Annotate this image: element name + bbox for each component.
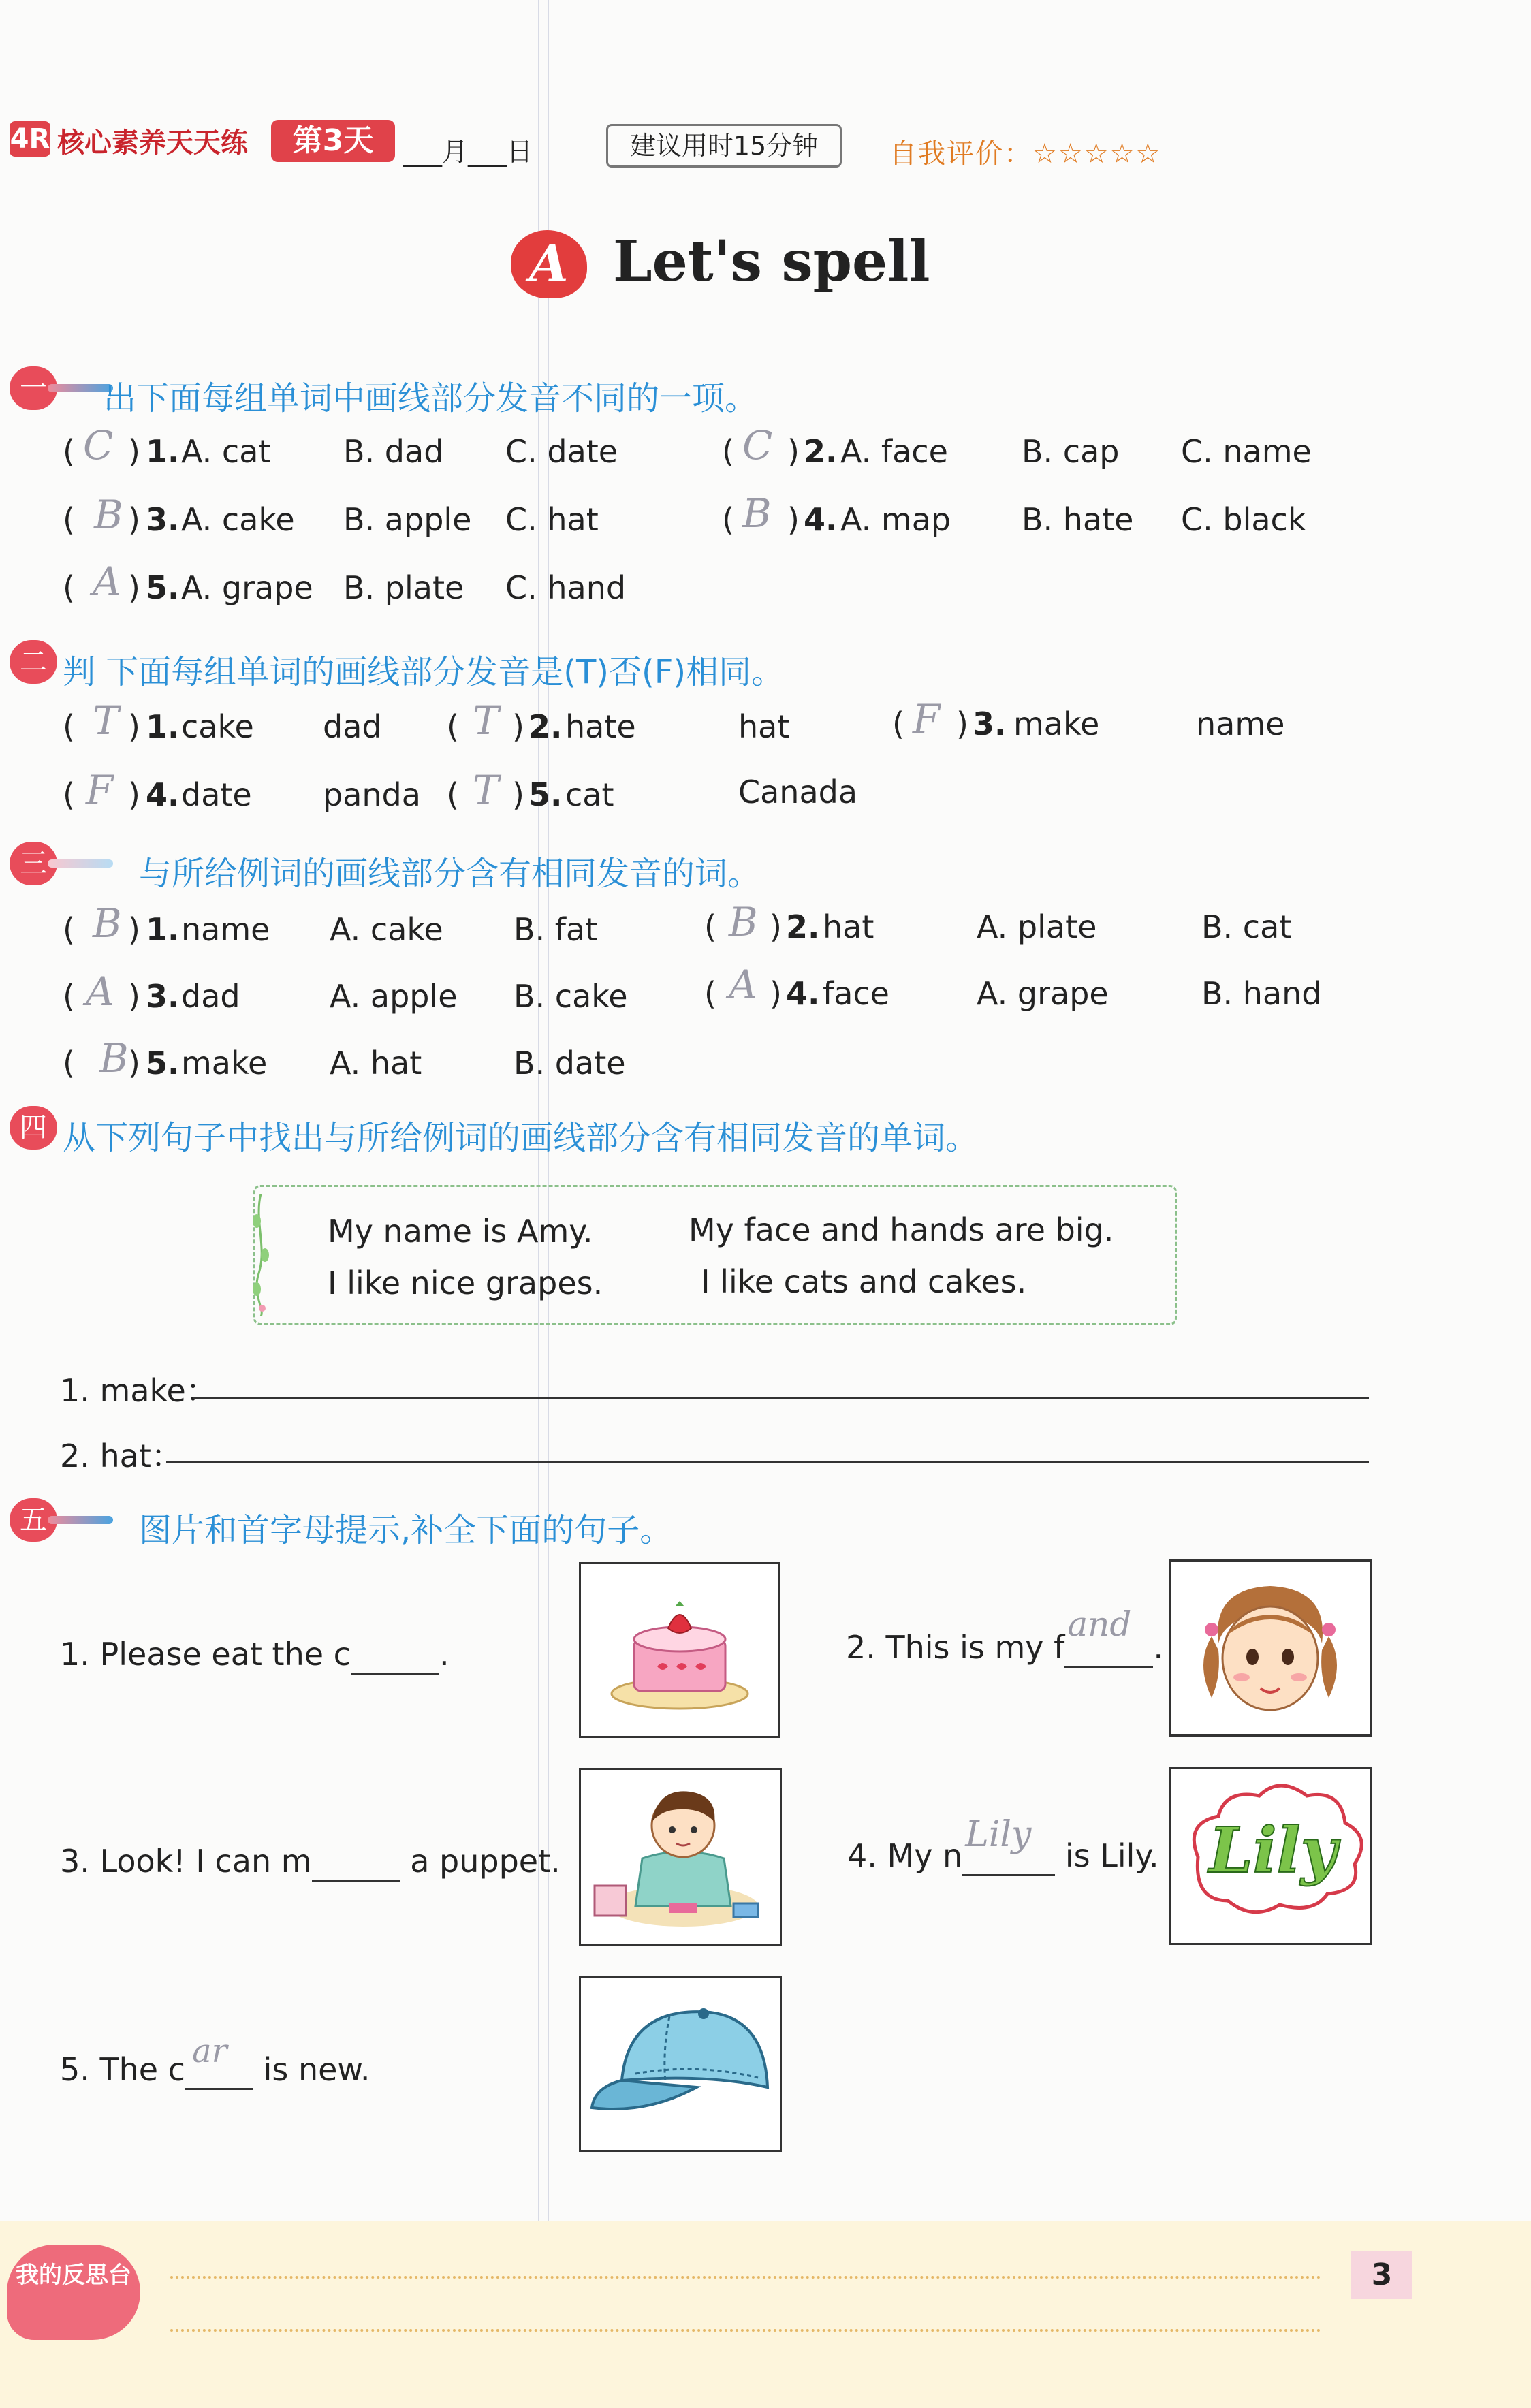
handwritten-answer: F — [913, 696, 941, 742]
section-number: 二 — [10, 640, 57, 684]
handwritten-answer: Lily — [965, 1814, 1032, 1855]
section-bar — [48, 1516, 113, 1524]
handwritten-answer: T — [473, 697, 499, 744]
handwritten-answer: ar — [191, 2032, 227, 2070]
girl-face-icon — [1171, 1562, 1370, 1734]
blank[interactable] — [1064, 1604, 1153, 1668]
cap-picture — [579, 1976, 782, 2152]
logo-text: 核心素养天天练 — [57, 127, 248, 159]
question-hat-label: 2. hat： — [60, 1438, 183, 1474]
date-field: ___月___日 — [403, 137, 533, 167]
vine-decoration-icon — [251, 1194, 272, 1316]
title-badge: A — [511, 230, 587, 298]
cake-picture — [579, 1562, 780, 1738]
boy-crafting-icon — [581, 1770, 780, 1944]
blank[interactable] — [962, 1814, 1055, 1876]
girl-face-picture — [1169, 1559, 1372, 1737]
blank[interactable] — [312, 1843, 400, 1882]
section-instruction: 从下列句子中找出与所给例词的画线部分含有相同发音的单词。 — [63, 1119, 979, 1157]
sentence: My face and hands are big. — [689, 1211, 1114, 1248]
handwritten-answer: and — [1067, 1604, 1132, 1644]
sentence: I like cats and cakes. — [701, 1263, 1027, 1300]
sec5-q2: 2. This is my f and . — [846, 1629, 1163, 1668]
section-bar — [48, 859, 113, 868]
handwritten-answer: A — [86, 968, 114, 1015]
self-evaluation-stars: 自我评价：☆☆☆☆☆ — [889, 138, 1162, 170]
section-instruction: 图片和首字母提示,补全下面的句子。 — [139, 1511, 673, 1549]
cap-icon — [581, 1978, 780, 2150]
question-make-label: 1. make： — [60, 1372, 217, 1409]
handwritten-answer: A — [93, 558, 121, 605]
reflection-line[interactable] — [170, 2276, 1321, 2279]
sentence: My name is Amy. — [328, 1213, 593, 1250]
handwritten-answer: B — [94, 492, 123, 538]
handwritten-answer: T — [93, 697, 119, 744]
answer-line-hat[interactable] — [166, 1461, 1369, 1463]
page-title: Let's spell — [613, 229, 930, 294]
logo-badge: 4R — [10, 121, 50, 157]
reflection-line[interactable] — [170, 2329, 1321, 2332]
page-number: 3 — [1351, 2251, 1412, 2299]
section-number: 四 — [10, 1106, 57, 1150]
sec5-q1: 1. Please eat the c . — [60, 1636, 449, 1675]
day-badge: 第3天 — [271, 120, 395, 162]
handwritten-answer: B — [99, 1035, 129, 1081]
reflection-badge: 我的反思台 — [7, 2245, 140, 2340]
section-number: 一 — [10, 366, 57, 410]
handwritten-answer: A — [729, 962, 757, 1008]
handwritten-answer: C — [742, 422, 773, 469]
handwritten-answer: B — [93, 900, 122, 947]
handwritten-answer: T — [473, 767, 499, 813]
answer-line-make[interactable] — [193, 1397, 1369, 1399]
lily-label: Lily — [1209, 1813, 1338, 1887]
suggested-time: 建议用时15分钟 — [606, 124, 842, 168]
section-instruction: 出下面每组单词中画线部分发音不同的一项。 — [104, 379, 758, 417]
sec5-q4: 4. My n Lily is Lily. — [847, 1837, 1159, 1876]
blank[interactable] — [185, 2032, 253, 2090]
footer-reflection — [0, 2221, 1531, 2408]
section-number: 三 — [10, 842, 57, 885]
handwritten-answer: B — [729, 899, 758, 945]
section-instruction: 判 下面每组单词的画线部分发音是(T)否(F)相同。 — [63, 653, 785, 691]
handwritten-answer: B — [742, 490, 772, 537]
handwritten-answer: C — [83, 422, 114, 469]
name-tag-picture — [1169, 1767, 1372, 1945]
sentence: I like nice grapes. — [328, 1265, 603, 1301]
handwritten-answer: F — [86, 767, 114, 813]
sec5-q3: 3. Look! I can m a puppet. — [60, 1843, 561, 1882]
sec5-q5: 5. The c ar is new. — [60, 2051, 370, 2090]
blank[interactable] — [351, 1636, 439, 1675]
cake-icon — [581, 1564, 778, 1736]
sentence-box — [253, 1185, 1177, 1325]
section-instruction: 与所给例词的画线部分含有相同发音的词。 — [139, 855, 761, 893]
section-number: 五 — [10, 1498, 57, 1542]
boy-making-puppet-picture — [579, 1768, 782, 1946]
worksheet-page: 4R 核心素养天天练 第3天 ___月___日 建议用时15分钟 自我评价：☆☆☆☆☆ A Let's spell 一 出下面每组单词中画线部分发音不同的一项。 ( C ) 1. A. cat B. dad C. date ( C ) 2. A. face B. cap C. name ( B ) 3. A. cake B. apple C. hat ( B ) 4. A. map B. hate C. black ( A ) 5. A. grape B. plate C. hand 二 判 下面每组单词的画线部分发音是(T)否(F)相同。 ( T ) 1. cake dad ( T ) 2. hate hat ( F ) 3. make name ( F ) 4. date panda ( T ) 5. cat Canada 三 与所给例词的画线部分含有相同发音的词。 ( B ) 1. name A. cake B. fat ( B ) 2. hat A. plate B. cat ( A ) 3. dad A. apple B. cake ( A ) 4. face A. grape B. hand ( B ) 5. make A. hat B. date 四 从下列句子中找出与所给例词的画线部分含有相同发音的单词。 My name is Amy. My face and hands are big. I like nice grapes. I like cats and cakes. 1. make： 2. hat： 五 图片和首字母提示,补全下面的句子。 1. Please eat the c . 2. This is my f and . 3. Look! I can m a puppet. 4. My n Lily is Lily. Lily 5. The c ar is new. 我的反思台 3 — [0, 0, 1531, 2408]
